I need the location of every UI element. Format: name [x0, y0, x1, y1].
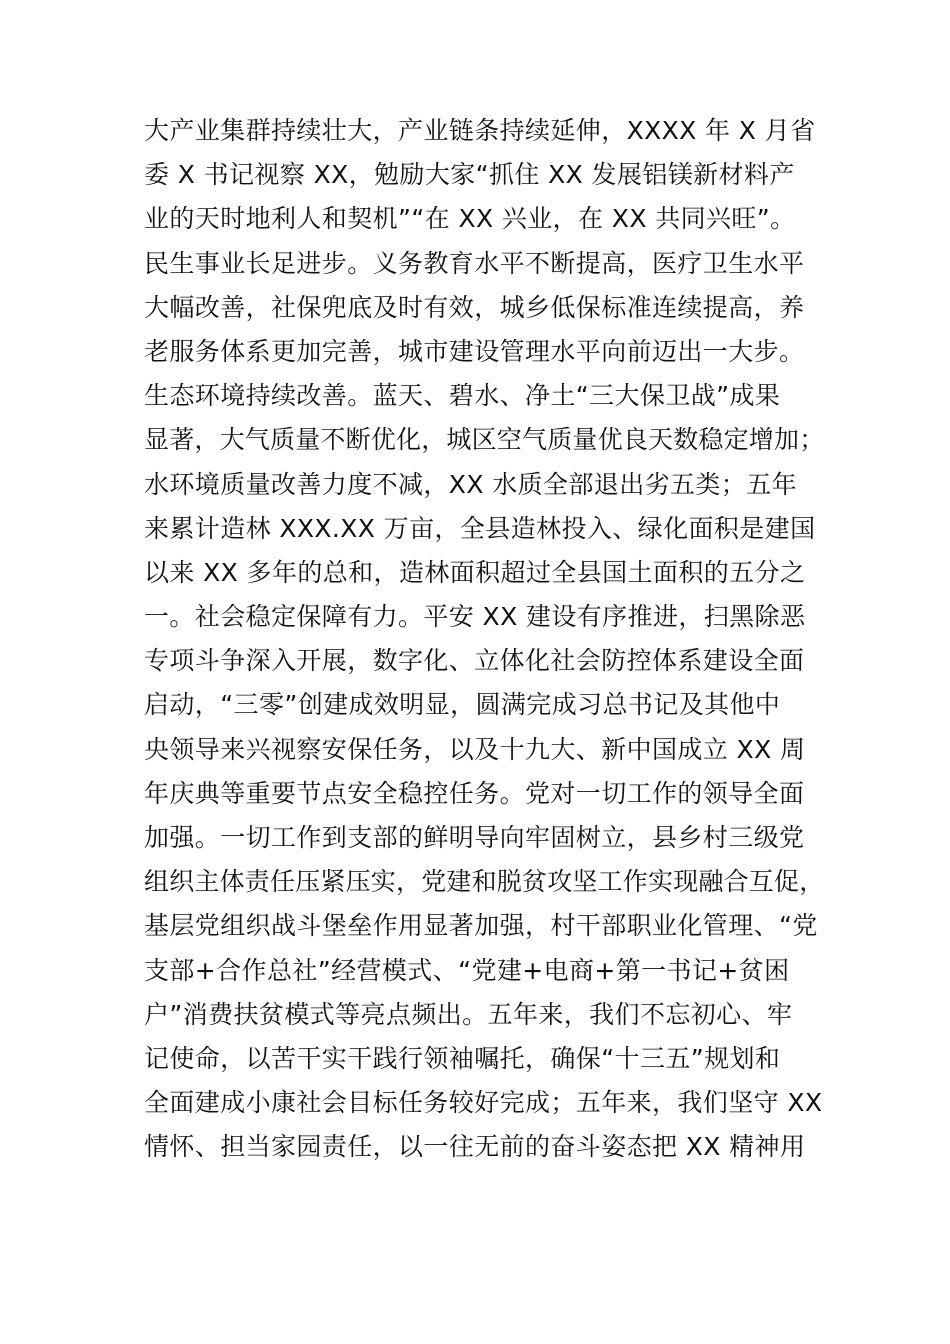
- text-line: 显著，大气质量不断优化，城区空气质量优良天数稳定增加；: [144, 425, 825, 455]
- text-line: 组织主体责任压紧压实，党建和脱贫攻坚工作实现融合互促，: [144, 867, 825, 897]
- text-line: 业的天时地利人和契机”“在 XX 兴业，在 XX 共同兴旺”。: [144, 204, 796, 234]
- text-line: 委 X 书记视察 XX，勉励大家“抓住 XX 发展铝镁新材料产: [144, 160, 795, 190]
- text-line: 生态环境持续改善。蓝天、碧水、净土“三大保卫战”成果: [144, 381, 781, 411]
- text-line: 老服务体系更加完善，城市建设管理水平向前迈出一大步。: [144, 336, 805, 366]
- body-paragraph: [144, 109, 824, 1170]
- text-line: 以来 XX 多年的总和，造林面积超过全县国土面积的五分之: [144, 557, 806, 587]
- text-line: 大幅改善，社保兜底及时有效，城乡低保标准连续提高，养: [144, 292, 805, 322]
- text-line: 加强。一切工作到支部的鲜明导向牢固树立，县乡村三级党: [144, 823, 805, 852]
- text-line: 专项斗争深入开展，数字化、立体化社会防控体系建设全面: [144, 646, 805, 676]
- text-line: 央领导来兴视察安保任务，以及十九大、新中国成立 XX 周: [144, 734, 806, 764]
- text-line: 全面建成小康社会目标任务较好完成；五年来，我们坚守 XX: [144, 1088, 823, 1118]
- text-line: 支部+合作总社”经营模式、“党建+电商+第一书记+贫困: [144, 955, 790, 985]
- text-line: 民生事业长足进步。义务教育水平不断提高，医疗卫生水平: [144, 248, 805, 278]
- text-line: 大产业集群持续壮大，产业链条持续延伸，XXXX 年 X 月省: [144, 116, 816, 145]
- text-line: 水环境质量改善力度不减，XX 水质全部退出劣五类；五年: [144, 469, 798, 499]
- text-line: 一。社会稳定保障有力。平安 XX 建设有序推进，扫黑除恶: [144, 602, 806, 632]
- text-line: 启动，“三零”创建成效明显，圆满完成习总书记及其他中: [144, 690, 781, 720]
- text-line: 基层党组织战斗堡垒作用显著加强，村干部职业化管理、“党: [144, 911, 818, 941]
- text-line: 户”消费扶贫模式等亮点频出。五年来，我们不忘初心、牢: [144, 999, 793, 1029]
- text-line: 记使命，以苦干实干践行领袖嘱托，确保“十三五”规划和: [144, 1043, 781, 1073]
- text-line: 年庆典等重要节点安全稳控任务。党对一切工作的领导全面: [144, 778, 805, 808]
- text-line: 来累计造林 XXX.XX 万亩，全县造林投入、绿化面积是建国: [144, 513, 816, 543]
- text-line: 情怀、担当家园责任，以一往无前的奋斗姿态把 XX 精神用: [144, 1132, 806, 1162]
